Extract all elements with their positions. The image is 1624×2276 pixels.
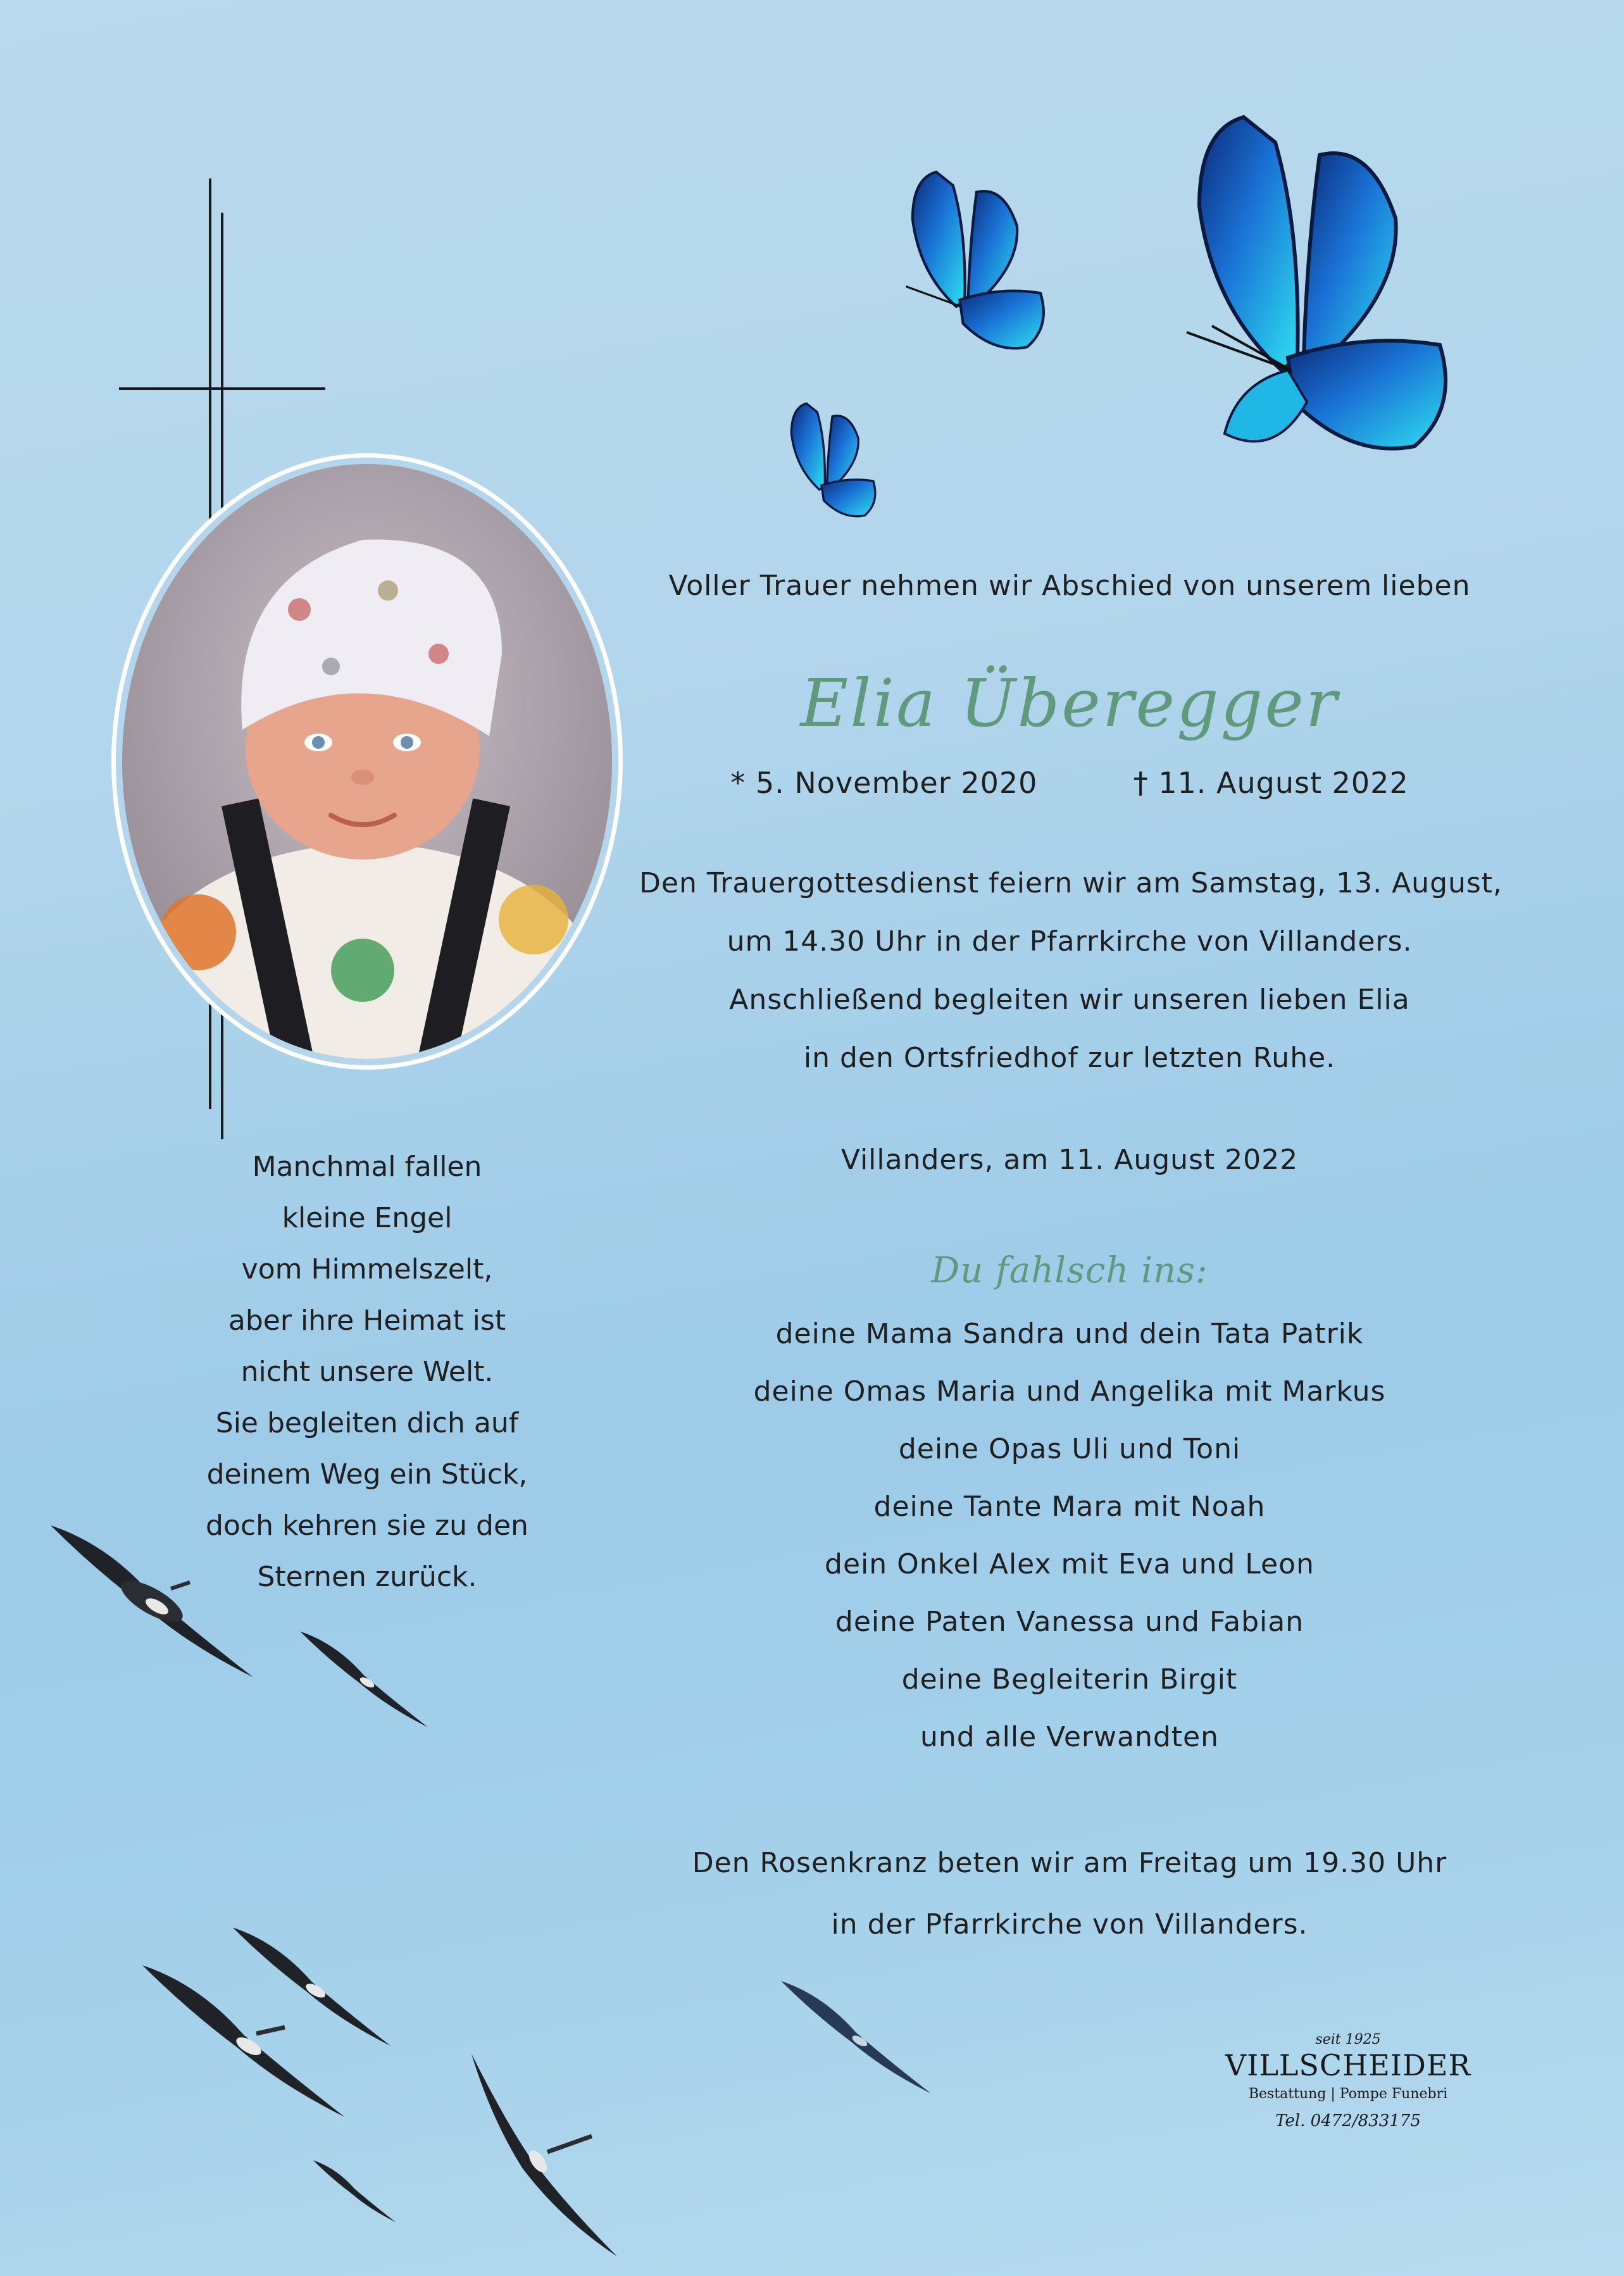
butterfly-icon xyxy=(1161,104,1459,459)
dates-line xyxy=(639,766,1500,800)
mourners-heading: Du fahlsch ins: xyxy=(931,1250,1208,1291)
death-date: † 11. August 2022 xyxy=(1133,766,1409,800)
logo-since: seit 1925 xyxy=(1315,2032,1381,2048)
poem-line: nicht unsere Welt. xyxy=(240,1356,494,1388)
service-line: um 14.30 Uhr in der Pfarrkirche von Villanders. xyxy=(727,925,1413,958)
poem-line: vom Himmelszelt, xyxy=(241,1253,493,1285)
photo-frame xyxy=(111,453,623,1070)
rosary-line: Den Rosenkranz beten wir am Freitag um 19.30 Uhr xyxy=(692,1847,1447,1879)
bird-icon xyxy=(288,1623,440,1731)
baby-photo xyxy=(122,464,612,1059)
logo-phone: Tel. 0472/833175 xyxy=(1275,2111,1421,2130)
bird-icon xyxy=(228,1915,396,2054)
service-line: in den Ortsfriedhof zur letzten Ruhe. xyxy=(803,1042,1336,1074)
mourner-line: deine Mama Sandra und dein Tata Patrik xyxy=(775,1318,1364,1350)
poem-line: Sie begleiten dich auf xyxy=(215,1407,519,1439)
mourner-line: deine Paten Vanessa und Fabian xyxy=(835,1606,1304,1638)
bird-icon xyxy=(772,1972,940,2098)
mourner-line: deine Opas Uli und Toni xyxy=(898,1433,1241,1465)
service-line: Den Trauergottesdienst feiern wir am Samstag, 13. August, xyxy=(639,867,1503,899)
bird-icon xyxy=(465,2048,623,2263)
mourner-line: dein Onkel Alex mit Eva und Leon xyxy=(825,1548,1315,1580)
service-line: Anschließend begleiten wir unseren lieben Elia xyxy=(729,984,1410,1016)
mourner-line: deine Omas Maria und Angelika mit Markus xyxy=(753,1375,1386,1408)
logo-brand: VILLSCHEIDER xyxy=(1225,2048,1471,2082)
place-date: Villanders, am 11. August 2022 xyxy=(840,1144,1299,1176)
logo-tagline: Bestattung | Pompe Funebri xyxy=(1248,2086,1448,2102)
mourner-line: deine Tante Mara mit Noah xyxy=(873,1491,1266,1523)
intro-text: Voller Trauer nehmen wir Abschied von unserem lieben xyxy=(668,570,1471,602)
poem-line: doch kehren sie zu den xyxy=(206,1510,528,1542)
butterfly-icon xyxy=(778,399,880,520)
rosary-line: in der Pfarrkirche von Villanders. xyxy=(831,1908,1308,1941)
poem-line: aber ihre Heimat ist xyxy=(228,1304,506,1337)
mourner-line: und alle Verwandten xyxy=(920,1721,1219,1753)
bird-icon xyxy=(304,2155,405,2225)
poem-line: Manchmal fallen xyxy=(252,1151,482,1183)
poem-line: deinem Weg ein Stück, xyxy=(206,1458,528,1491)
deceased-name: Elia Überegger xyxy=(800,665,1339,742)
birth-date: * 5. November 2020 xyxy=(730,766,1038,800)
poem-line: kleine Engel xyxy=(282,1202,453,1234)
mourner-line: deine Begleiterin Birgit xyxy=(901,1663,1238,1696)
poem-line: Sternen zurück. xyxy=(257,1561,477,1593)
butterfly-icon xyxy=(892,165,1051,354)
